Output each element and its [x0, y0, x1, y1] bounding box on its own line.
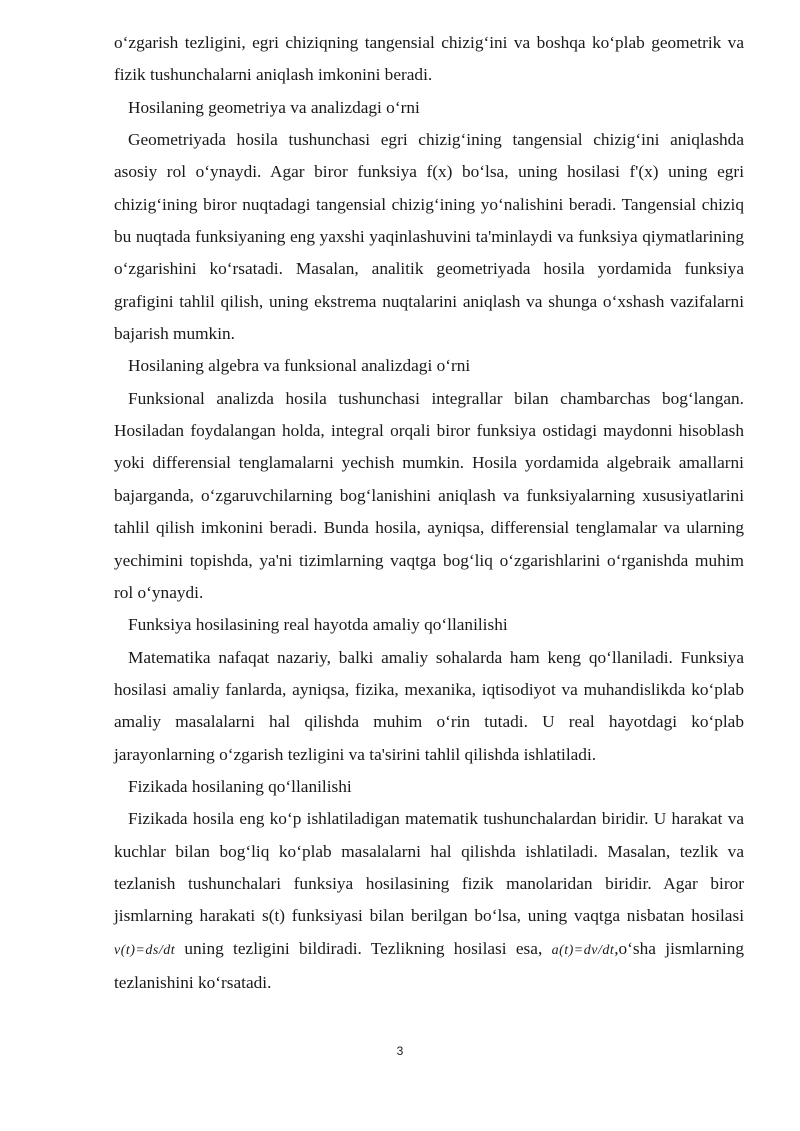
paragraph-intro-continuation: o‘zgarish tezligini, egri chiziqning tangensial chizig‘ini va boshqa ko‘plab geometrik va fizik tushunchalarni aniqlash imkonini beradi.: [114, 33, 744, 85]
velocity-formula: v(t)=ds/dt: [114, 942, 176, 958]
paragraph-functional-analysis: Funksional analizda hosila tushunchasi integrallar bilan chambarchas bog‘langan. Hosiladan foydalangan holda, integral orqali biror funksiya ostidagi maydonni hisoblash yoki differensial tenglamalarni yechish mumkin. Hosila yordamida algebraik amallarni bajarganda, o‘zgaruvchilarning bog‘lanishini aniqlash va funksiyalarning xususiyatlarini tahlil qilish imkonini beradi. Bunda hosila, ayniqsa, differensial tenglamalar va ularning yechimini topishda, ya'ni tizimlarning vaqtga bog‘liq o‘zgarishlarini o‘rganishda muhim rol o‘ynaydi.: [114, 388, 744, 602]
acceleration-formula: a(t)=dv/dt: [551, 942, 615, 958]
section-heading-real-life: Funksiya hosilasining real hayotda amaliy qo‘llanilishi: [128, 615, 508, 635]
document-body: [114, 27, 744, 999]
paragraph-applied-math: Matematika nafaqat nazariy, balki amaliy sohalarda ham keng qo‘llaniladi. Funksiya hosilasi amaliy fanlarda, ayniqsa, fizika, mexanika, iqtisodiyot va muhandislikda ko‘plab amaliy masalalarni hal qilishda muhim o‘rin tutadi. U real hayotdagi ko‘plab jarayonlarning o‘zgarish tezligini va ta'sirini tahlil qilishda ishlatiladi.: [114, 647, 744, 764]
physics-text-part-3: ,o‘sha jismlarning tezlanishini ko‘rsatadi.: [114, 938, 744, 992]
paragraph-geometry: Geometriyada hosila tushunchasi egri chizig‘ining tangensial chizig‘ini aniqlashda asosiy rol o‘ynaydi. Agar biror funksiya f(x) bo‘lsa, uning hosilasi f'(x) uning egri chizig‘ining biror nuqtadagi tangensial chizig‘ining yo‘nalishini beradi. Tangensial chiziq bu nuqtada funksiyaning eng yaxshi yaqinlashuvini ta'minlaydi va funksiya qiymatlarining o‘zgarishini ko‘rsatadi. Masalan, analitik geometriyada hosila yordamida funksiya grafigini tahlil qilish, uning ekstrema nuqtalarini aniqlash va shunga o‘xshash vazifalarni bajarish mumkin.: [114, 130, 744, 344]
section-heading-physics: Fizikada hosilaning qo‘llanilishi: [128, 776, 352, 796]
paragraph-physics: [114, 803, 744, 999]
physics-text-part-2: uning tezligini bildiradi. Tezlikning hosilasi esa,: [175, 938, 552, 958]
physics-text-part-1: Fizikada hosila eng ko‘p ishlatiladigan matematik tushunchalardan biridir. U harakat va kuchlar bilan bog‘liq ko‘plab masalalarni hal qilishda ishlatiladi. Masalan, tezlik va tezlanish tushunchalari funksiya hosilasining fizik manolaridan biridir. Agar biror jismlarning harakati s(t) funksiyasi bilan berilgan bo‘lsa, uning vaqtga nisbatan hosilasi: [114, 809, 744, 926]
page-number: 3: [396, 1044, 404, 1058]
section-heading-geometry: Hosilaning geometriya va analizdagi o‘rni: [128, 97, 420, 117]
section-heading-algebra: Hosilaning algebra va funksional analizdagi o‘rni: [128, 356, 471, 376]
